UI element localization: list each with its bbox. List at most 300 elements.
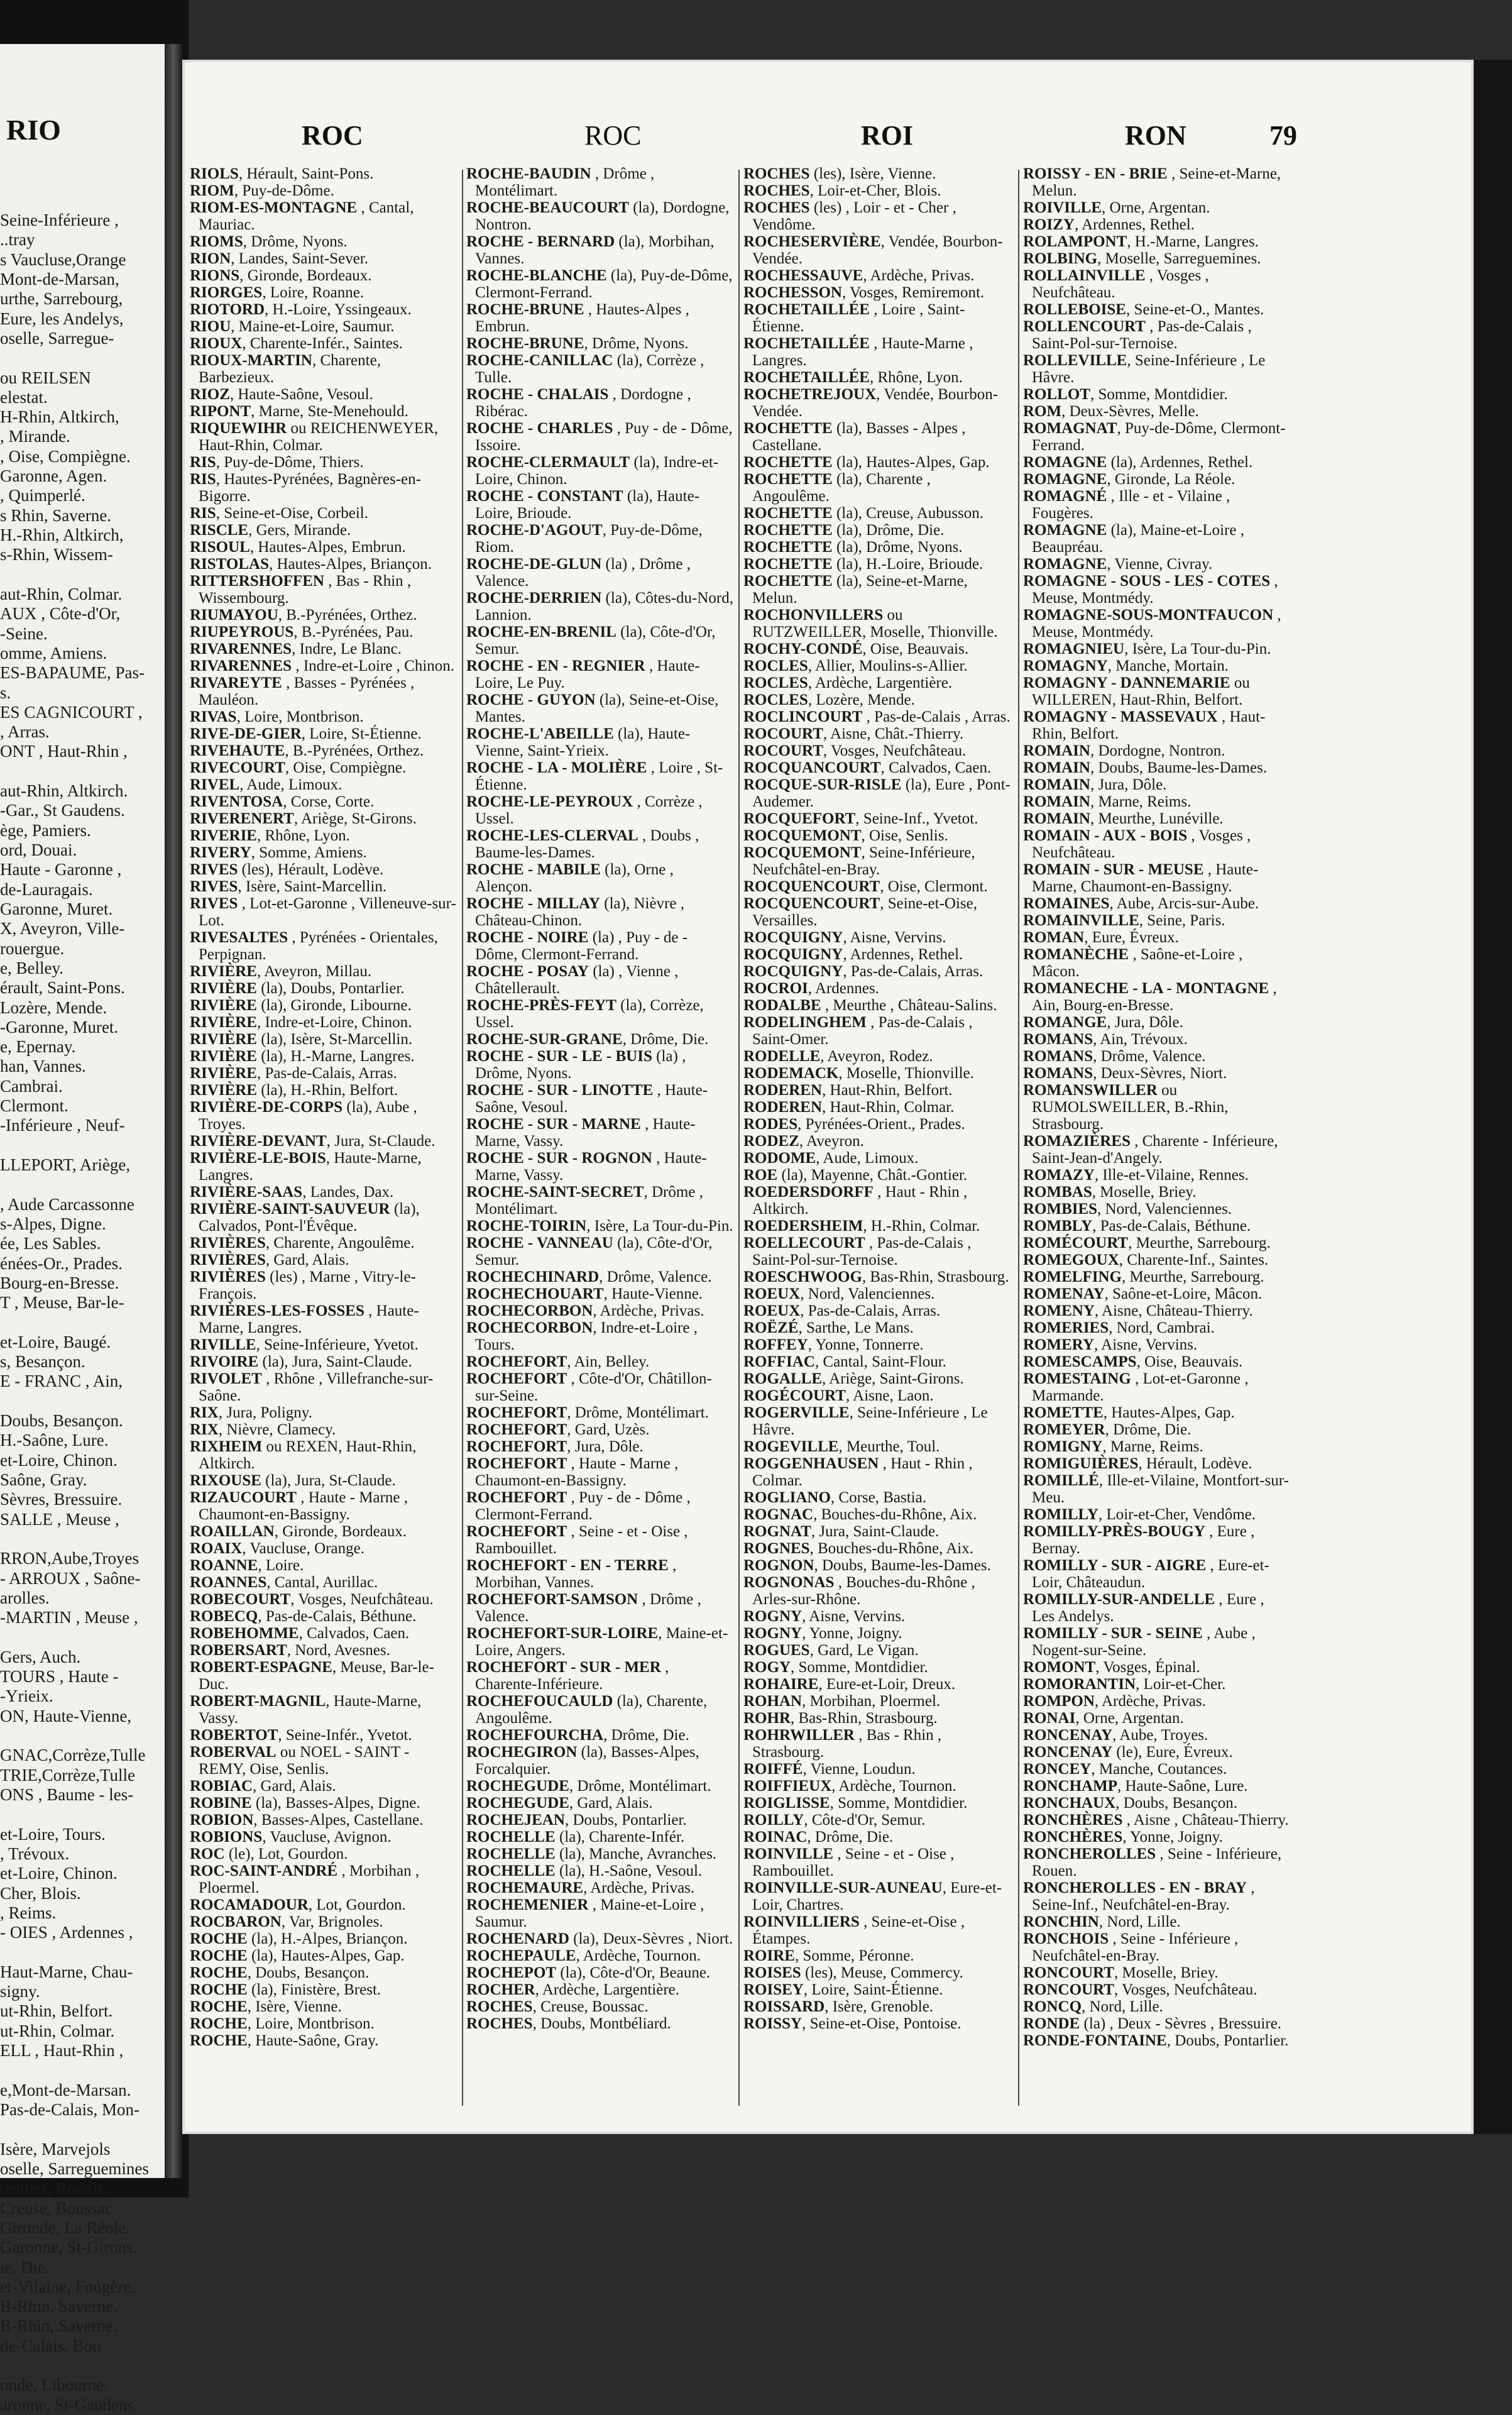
previous-page-line: ES CAGNICOURT , <box>0 702 143 722</box>
previous-page-line: Isère, Marvejols <box>0 2139 111 2159</box>
dictionary-entry: ROCQUANCOURT, Calvados, Caen. <box>743 759 992 776</box>
dictionary-entry: ROMAGNIEU, Isère, La Tour-du-Pin. <box>1023 641 1271 657</box>
dictionary-entry: ROMAIN, Meurthe, Lunéville. <box>1023 810 1224 827</box>
dictionary-entry: ROMAGNE - SOUS - LES - COTES , Meuse, Montmédy. <box>1023 573 1278 607</box>
previous-page-line: AUX , Côte-d'Or, <box>0 604 121 624</box>
previous-page-line: signy. <box>0 1982 40 2001</box>
previous-page-line: Bourg-en-Bresse. <box>0 1273 119 1292</box>
previous-page-line: elestat. <box>0 387 48 407</box>
dictionary-entry: ROMIGUIÈRES, Hérault, Lodève. <box>1023 1455 1252 1472</box>
dictionary-entry: ROCHE-D'AGOUT, Puy-de-Dôme, Riom. <box>466 522 703 556</box>
dictionary-entry: RIVIÈRE-DE-CORPS (la), Aube , Troyes. <box>190 1099 417 1133</box>
dictionary-entry: ROGY, Somme, Montdidier. <box>743 1659 928 1676</box>
previous-page-line: Garonne, St-Girons. <box>0 2238 138 2257</box>
dictionary-entry: ROCHETTE (la), Hautes-Alpes, Gap. <box>743 454 990 471</box>
previous-page-line: e, Belley. <box>0 958 63 977</box>
dictionary-entry: ROCHES, Creuse, Boussac. <box>466 1998 649 2015</box>
dictionary-entry: ROGNAC, Bouches-du-Rhône, Aix. <box>743 1506 977 1523</box>
dictionary-entry: RIVIÈRE (la), H.-Rhin, Belfort. <box>190 1082 398 1099</box>
dictionary-entry: ROLLOT, Somme, Montdidier. <box>1023 386 1228 403</box>
dictionary-entry: ROMORANTIN, Loir-et-Cher. <box>1023 1676 1226 1693</box>
dictionary-entry: ROAIX, Vaucluse, Orange. <box>190 1540 364 1557</box>
dictionary-entry: ROCHETTE (la), Charente , Angoulême. <box>743 471 931 505</box>
dictionary-entry: ROGUES, Gard, Le Vigan. <box>743 1642 919 1659</box>
dictionary-entry: RONDE-FONTAINE, Doubs, Pontarlier. <box>1023 2032 1289 2049</box>
previous-page-line: urthe, Sarrebourg, <box>0 289 123 309</box>
previous-page-line <box>0 1805 165 1824</box>
previous-page-line: Garonne, Muret. <box>0 899 113 918</box>
dictionary-entry: RIVE-DE-GIER, Loire, St-Étienne. <box>190 725 422 742</box>
previous-page-line: Pas-de-Calais, Mon- <box>0 2100 140 2119</box>
dictionary-entry: ROCHER, Ardèche, Largentière. <box>466 1981 680 1998</box>
dictionary-entry: ROMPON, Ardèche, Privas. <box>1023 1693 1206 1710</box>
previous-page-line <box>0 1392 165 1411</box>
dictionary-entry: ROEUX, Nord, Valenciennes. <box>743 1285 935 1302</box>
previous-page-line: , Reims. <box>0 1903 57 1922</box>
dictionary-entry: ROCHONVILLERS ou RUTZWEILLER, Moselle, Thionville. <box>743 607 998 641</box>
previous-page-line: s Rhin, Saverne. <box>0 505 111 525</box>
dictionary-entry: ROEDERSHEIM, H.-Rhin, Colmar. <box>743 1218 980 1235</box>
dictionary-entry: ROHRWILLER , Bas - Rhin , Strasbourg. <box>743 1727 942 1761</box>
dictionary-entry: RODALBE , Meurthe , Château-Salins. <box>743 997 997 1014</box>
previous-page-line: s-Alpes, Digne. <box>0 1214 106 1233</box>
dictionary-entry: RIORGES, Loire, Roanne. <box>190 284 364 301</box>
dictionary-entry: ROMESCAMPS, Oise, Beauvais. <box>1023 1353 1243 1370</box>
dictionary-entry: RIVAREYTE , Basses - Pyrénées , Mauléon. <box>190 674 415 708</box>
dictionary-entry: RIVIÈRE, Indre-et-Loire, Chinon. <box>190 1014 412 1031</box>
dictionary-entry: ROCHETTE (la), Seine-et-Marne, Melun. <box>743 573 968 607</box>
dictionary-entry: ROCHE-L'ABEILLE (la), Haute-Vienne, Saint-Yrieix. <box>466 725 691 759</box>
dictionary-entry: ROBERT-MAGNIL, Haute-Marne, Vassy. <box>190 1693 422 1727</box>
dictionary-entry: ROILLY, Côte-d'Or, Semur. <box>743 1812 926 1829</box>
dictionary-entry: RIVIÈRE (la), Doubs, Pontarlier. <box>190 980 405 997</box>
previous-page-lines <box>0 211 165 2415</box>
previous-page-line: ut-Rhin, Colmar. <box>0 2021 115 2040</box>
dictionary-entry: ROCHE-CLERMAULT (la), Indre-et-Loire, Chinon. <box>466 454 719 488</box>
dictionary-page <box>182 60 1474 2134</box>
dictionary-entry: ROMAIN, Dordogne, Nontron. <box>1023 742 1225 759</box>
dictionary-entry: ROCHEFORT , Puy - de - Dôme , Clermont-Ferrand. <box>466 1489 691 1523</box>
dictionary-entry: ROMANSWILLER ou RUMOLSWEILLER, B.-Rhin, Strasbourg. <box>1023 1082 1229 1133</box>
dictionary-entry: RIVERIE, Rhône, Lyon. <box>190 827 350 844</box>
dictionary-entry: RONDE (la) , Deux - Sèvres , Bressuire. <box>1023 2015 1282 2032</box>
dictionary-entry: ROMAINES, Aube, Arcis-sur-Aube. <box>1023 895 1259 912</box>
dictionary-entry: ROCHENARD (la), Deux-Sèvres , Niort. <box>466 1930 733 1947</box>
dictionary-entry: RIVIÈRE-SAINT-SAUVEUR (la), Calvados, Pont-l'Évêque. <box>190 1201 420 1235</box>
previous-page-line: Lozère, Mende. <box>0 998 107 1017</box>
dictionary-entry: ROMELFING, Meurthe, Sarrebourg. <box>1023 1268 1264 1285</box>
dictionary-entry: RIVARENNES, Indre, Le Blanc. <box>190 641 402 657</box>
dictionary-entry: RIVES, Isère, Saint-Marcellin. <box>190 878 387 895</box>
dictionary-entry: RODES, Pyrénées-Orient., Prades. <box>743 1116 965 1133</box>
dictionary-entry: ROMANS, Ain, Trévoux. <box>1023 1031 1188 1048</box>
dictionary-entry: ROIRE, Somme, Péronne. <box>743 1947 914 1964</box>
dictionary-entry: RIVIÈRE (la), H.-Marne, Langres. <box>190 1048 415 1065</box>
dictionary-entry: ROCHECORBON, Indre-et-Loire , Tours. <box>466 1319 698 1353</box>
dictionary-entry: ROMBLY, Pas-de-Calais, Béthune. <box>1023 1218 1251 1235</box>
dictionary-entry: ROLAMPONT, H.-Marne, Langres. <box>1023 233 1259 250</box>
dictionary-entry: RIVIÈRES, Charente, Angoulême. <box>190 1235 415 1252</box>
previous-page-line: X, Aveyron, Ville- <box>0 919 125 938</box>
entry-column-1 <box>190 165 457 2114</box>
previous-page-line: ut-Rhin, Belfort. <box>0 2001 113 2021</box>
dictionary-entry: ROLLENCOURT , Pas-de-Calais , Saint-Pol-sur-Ternoise. <box>1023 318 1252 352</box>
dictionary-entry: RIVILLE, Seine-Inférieure, Yvetot. <box>190 1336 419 1353</box>
dictionary-entry: ROCHE - POSAY (la) , Vienne , Châtellerault. <box>466 963 679 997</box>
dictionary-entry: RIX, Jura, Poligny. <box>190 1404 312 1421</box>
dictionary-entry: ROGEVILLE, Meurthe, Toul. <box>743 1438 940 1455</box>
dictionary-entry: ROFFIAC, Cantal, Saint-Flour. <box>743 1353 946 1370</box>
dictionary-entry: ROMANÈCHE , Saône-et-Loire , Mâcon. <box>1023 946 1243 980</box>
previous-page-line: Gironde, La Réole. <box>0 2218 130 2237</box>
dictionary-entry: ROIGLISSE, Somme, Montdidier. <box>743 1795 968 1812</box>
dictionary-entry: ROMILLY-SUR-ANDELLE , Eure , Les Andelys. <box>1023 1591 1264 1625</box>
previous-page-line: érault, Saint-Pons. <box>0 978 125 998</box>
previous-page-line: s Vaucluse,Orange <box>0 250 126 269</box>
previous-page-line: han, Vannes. <box>0 1057 86 1076</box>
dictionary-entry: ROC-SAINT-ANDRÉ , Morbihan , Ploermel. <box>190 1862 420 1896</box>
dictionary-entry: ROMAGNE (la), Maine-et-Loire , Beaupréau. <box>1023 522 1244 556</box>
dictionary-entry: ROMIGNY, Marne, Reims. <box>1023 1438 1203 1455</box>
previous-page-line: Eure, les Andelys, <box>0 309 124 328</box>
dictionary-entry: ROCHETAILLÉE, Rhône, Lyon. <box>743 369 963 386</box>
dictionary-entry: RIOM-ES-MONTAGNE , Cantal, Mauriac. <box>190 199 414 233</box>
dictionary-entry: ROCHEFORT, Ain, Belley. <box>466 1353 650 1370</box>
dictionary-entry: ROCHEGIRON (la), Basses-Alpes, Forcalquier. <box>466 1744 699 1778</box>
header-ron: RON <box>1125 120 1186 151</box>
dictionary-entry: ROCHE - VANNEAU (la), Côte-d'Or, Semur. <box>466 1235 713 1268</box>
dictionary-entry: ROBERSART, Nord, Avesnes. <box>190 1642 390 1659</box>
previous-page-line: -Inférieure , Neuf- <box>0 1116 125 1135</box>
dictionary-entry: ROGNES, Bouches-du-Rhône, Aix. <box>743 1540 973 1557</box>
dictionary-entry: RODELLE, Aveyron, Rodez. <box>743 1048 933 1065</box>
dictionary-entry: ROMERY, Aisne, Vervins. <box>1023 1336 1198 1353</box>
dictionary-entry: ROCHESSAUVE, Ardèche, Privas. <box>743 267 975 284</box>
previous-page-line: ON, Haute-Vienne, <box>0 1706 132 1725</box>
dictionary-entry: RIVECOURT, Oise, Compiègne. <box>190 759 407 776</box>
previous-page-line: E - FRANC , Ain, <box>0 1372 123 1391</box>
previous-page-line: GNAC,Corrèze,Tulle <box>0 1746 146 1765</box>
dictionary-entry: ROMAGNE (la), Ardennes, Rethel. <box>1023 454 1253 471</box>
dictionary-entry: ROINVILLE , Seine - et - Oise , Rambouillet. <box>743 1846 955 1879</box>
dictionary-entry: ROCHEFORT-SAMSON , Drôme , Valence. <box>466 1591 701 1625</box>
book-gutter <box>165 44 182 2178</box>
dictionary-entry: ROCHEGUDE, Gard, Alais. <box>466 1795 653 1812</box>
dictionary-entry: ROCHEJEAN, Doubs, Pontarlier. <box>466 1812 687 1829</box>
previous-page-line <box>0 2060 165 2080</box>
previous-page-line: Garonne, Agen. <box>0 466 107 486</box>
dictionary-entry: ROCHE - CHARLES , Puy - de - Dôme, Issoire. <box>466 420 733 454</box>
dictionary-entry: ROCHEMAURE, Ardèche, Privas. <box>466 1879 695 1896</box>
dictionary-entry: ROINVILLE-SUR-AUNEAU, Eure-et-Loir, Chartres. <box>743 1879 1002 1913</box>
previous-page-line: aut-Rhin, Colmar. <box>0 584 123 603</box>
dictionary-entry: ROCHY-CONDÉ, Oise, Beauvais. <box>743 641 969 657</box>
previous-page-line: Haut-Marne, Chau- <box>0 1962 133 1981</box>
dictionary-entry: ROCHEFORT - SUR - MER , Charente-Inférieure. <box>466 1659 669 1693</box>
previous-page-line: aut-Rhin, Altkirch. <box>0 781 128 801</box>
dictionary-entry: ROISSY, Seine-et-Oise, Pontoise. <box>743 2015 961 2032</box>
entry-column-2 <box>466 165 733 2114</box>
dictionary-entry: RITTERSHOFFEN , Bas - Rhin , Wissembourg. <box>190 573 412 607</box>
column-rule-1 <box>462 170 463 2106</box>
dictionary-entry: RIVIÈRES, Gard, Alais. <box>190 1252 349 1268</box>
previous-page-line: arolles. <box>0 1588 50 1607</box>
dictionary-entry: RIVESALTES , Pyrénées - Orientales, Perpignan. <box>190 929 438 963</box>
previous-page-line: ée, Les Sables. <box>0 1234 101 1253</box>
previous-page-line: oselle, Sarreguemines <box>0 2159 149 2178</box>
dictionary-entry: ROCLES, Lozère, Mende. <box>743 691 915 708</box>
dictionary-entry: RIXOUSE (la), Jura, St-Claude. <box>190 1472 396 1489</box>
dictionary-entry: ROCHE - CHALAIS , Dordogne , Ribérac. <box>466 386 691 420</box>
dictionary-entry: RIOMS, Drôme, Nyons. <box>190 233 348 250</box>
dictionary-entry: ROMAIN - AUX - BOIS , Vosges , Neufchâteau. <box>1023 827 1251 861</box>
dictionary-entry: ROGNAT, Jura, Saint-Claude. <box>743 1523 940 1540</box>
dictionary-entry: ROMAIN, Doubs, Baume-les-Dames. <box>1023 759 1268 776</box>
previous-page-line: Saône, Gray. <box>0 1470 87 1489</box>
dictionary-entry: ROCQUEFORT, Seine-Inf., Yvetot. <box>743 810 978 827</box>
previous-page-line: , Arras. <box>0 722 50 742</box>
dictionary-entry: ROMAGNÉ , Ille - et - Vilaine , Fougères. <box>1023 488 1230 522</box>
dictionary-entry: ROCHE - EN - REGNIER , Haute-Loire, Le Puy. <box>466 657 700 691</box>
dictionary-entry: RIPONT, Marne, Ste-Menehould. <box>190 403 408 420</box>
dictionary-entry: ROCHE-SAINT-SECRET, Drôme , Montélimart. <box>466 1184 703 1218</box>
previous-page-line: aronne, St-Gaudens. <box>0 2395 138 2414</box>
dictionary-entry: ROCHE-TOIRIN, Isère, La Tour-du-Pin. <box>466 1218 733 1235</box>
dictionary-entry: ROCHE, Loire, Montbrison. <box>190 2015 375 2032</box>
previous-page-line: et-Loire, Tours. <box>0 1824 106 1844</box>
entry-column-3 <box>743 165 1011 2114</box>
dictionary-entry: ROBECOURT, Vosges, Neufchâteau. <box>190 1591 434 1608</box>
dictionary-entry: ROCHEMENIER , Maine-et-Loire , Saumur. <box>466 1896 704 1930</box>
dictionary-entry: ROCHE-LES-CLERVAL , Doubs , Baume-les-Dames. <box>466 827 699 861</box>
dictionary-entry: ROCHEFOURCHA, Drôme, Die. <box>466 1727 689 1744</box>
previous-page-line: Cher, Blois. <box>0 1883 81 1903</box>
dictionary-entry: ROISEY, Loire, Saint-Étienne. <box>743 1981 943 1998</box>
dictionary-entry: RIVIÈRE, Aveyron, Millau. <box>190 963 372 980</box>
previous-page-line: Sèvres, Bressuire. <box>0 1490 123 1509</box>
dictionary-entry: ROCHELLE (la), Charente-Infér. <box>466 1829 685 1846</box>
dictionary-entry: ROAILLAN, Gironde, Bordeaux. <box>190 1523 407 1540</box>
dictionary-entry: ROCHEFORT , Côte-d'Or, Châtillon-sur-Seine. <box>466 1370 712 1404</box>
dictionary-entry: ROMAGNE, Gironde, La Réole. <box>1023 471 1235 488</box>
dictionary-entry: ROCHES, Loir-et-Cher, Blois. <box>743 182 941 199</box>
dictionary-entry: ROBION, Basses-Alpes, Castellane. <box>190 1812 424 1829</box>
dictionary-entry: ROCHE-BAUDIN , Drôme , Montélimart. <box>466 165 655 199</box>
previous-page-line: ..tray <box>0 230 35 250</box>
dictionary-entry: RIVENTOSA, Corse, Corte. <box>190 793 375 810</box>
dictionary-entry: ROMAGNY, Manche, Mortain. <box>1023 657 1229 674</box>
header-roc-2: ROC <box>584 120 642 151</box>
dictionary-entry: RONCENAY, Aube, Troyes. <box>1023 1727 1208 1744</box>
dictionary-entry: RISTOLAS, Hautes-Alpes, Briançon. <box>190 556 432 573</box>
dictionary-entry: ROIFFÉ, Vienne, Loudun. <box>743 1761 916 1778</box>
dictionary-entry: ROCHETREJOUX, Vendée, Bourbon-Vendée. <box>743 386 999 420</box>
dictionary-entry: RISCLE, Gers, Mirande. <box>190 522 351 539</box>
dictionary-entry: ROCHE (la), H.-Alpes, Briançon. <box>190 1930 408 1947</box>
dictionary-entry: RODEREN, Haut-Rhin, Belfort. <box>743 1082 953 1099</box>
dictionary-entry: ROMAIN, Jura, Dôle. <box>1023 776 1167 793</box>
dictionary-entry: RIVES , Lot-et-Garonne , Villeneuve-sur-Lot. <box>190 895 456 929</box>
previous-page-line: s, Besançon. <box>0 1352 85 1372</box>
dictionary-entry: ROCHE-BRUNE , Hautes-Alpes , Embrun. <box>466 301 689 335</box>
previous-page-line <box>0 1313 165 1333</box>
dictionary-entry: RIVIÈRE (la), Gironde, Libourne. <box>190 997 412 1014</box>
dictionary-entry: RIS, Hautes-Pyrénées, Bagnères-en-Bigorre. <box>190 471 421 505</box>
scan-background-right <box>1474 60 1512 2134</box>
previous-page-line: omme, Amiens. <box>0 643 107 663</box>
dictionary-entry: RIVAS, Loire, Montbrison. <box>190 708 364 725</box>
dictionary-entry: ROCQUIGNY, Pas-de-Calais, Arras. <box>743 963 983 980</box>
dictionary-entry: ROCHE - SUR - LINOTTE , Haute-Saône, Vesoul. <box>466 1082 708 1116</box>
dictionary-entry: ROCHE - CONSTANT (la), Haute-Loire, Brioude. <box>466 488 700 522</box>
previous-page-line: -MARTIN , Meuse , <box>0 1608 138 1627</box>
dictionary-entry: ROIFFIEUX, Ardèche, Tournon. <box>743 1778 956 1795</box>
dictionary-entry: RONCHÈRES , Aisne , Château-Thierry. <box>1023 1812 1289 1829</box>
previous-page-line: -Yrieix. <box>0 1686 53 1706</box>
dictionary-entry: ROGGENHAUSEN , Haut - Rhin , Colmar. <box>743 1455 973 1489</box>
previous-page-line: -Garonne, Muret. <box>0 1017 119 1037</box>
column-rule-3 <box>1018 170 1019 2106</box>
previous-page-line: Haute - Garonne , <box>0 860 122 879</box>
dictionary-entry: ROBEHOMME, Calvados, Caen. <box>190 1625 410 1642</box>
dictionary-entry: ROGÉCOURT, Aisne, Laon. <box>743 1387 934 1404</box>
dictionary-entry: ROISSY - EN - BRIE , Seine-et-Marne, Melun. <box>1023 165 1281 199</box>
dictionary-entry: ROFFEY, Yonne, Tonnerre. <box>743 1336 924 1353</box>
dictionary-entry: ROCHETTE (la), Creuse, Aubusson. <box>743 505 983 522</box>
dictionary-entry: RIVOIRE (la), Jura, Saint-Claude. <box>190 1353 412 1370</box>
dictionary-entry: RIOTORD, H.-Loire, Yssingeaux. <box>190 301 412 318</box>
dictionary-entry: ROCHE-DERRIEN (la), Côtes-du-Nord, Lannion. <box>466 590 733 624</box>
dictionary-entry: ROCLES, Allier, Moulins-s-Allier. <box>743 657 968 674</box>
dictionary-entry: ROCHEPAULE, Ardèche, Tournon. <box>466 1947 701 1964</box>
previous-page-line: oselle, Sarregue- <box>0 328 114 348</box>
previous-page-line: TOURS , Haute - <box>0 1667 119 1686</box>
dictionary-entry: ROCHESERVIÈRE, Vendée, Bourbon-Vendée. <box>743 233 1003 267</box>
previous-page-line: SALLE , Meuse , <box>0 1509 119 1529</box>
dictionary-entry: RONCEY, Manche, Coutances. <box>1023 1761 1227 1778</box>
dictionary-entry: ROMBAS, Moselle, Briey. <box>1023 1184 1197 1201</box>
dictionary-entry: RIVEHAUTE, B.-Pyrénées, Orthez. <box>190 742 424 759</box>
previous-page-line: , Mirande. <box>0 427 70 446</box>
dictionary-entry: ROCHE - MILLAY (la), Nièvre , Château-Chinon. <box>466 895 684 929</box>
dictionary-entry: ROMANS, Drôme, Valence. <box>1023 1048 1206 1065</box>
previous-page-line: - ARROUX , Saône- <box>0 1568 141 1588</box>
dictionary-entry: ROMILLY - SUR - SEINE , Aube , Nogent-sur-Seine. <box>1023 1625 1256 1659</box>
dictionary-entry: ROGERVILLE, Seine-Inférieure , Le Hâvre. <box>743 1404 988 1438</box>
previous-page-line: ONT , Haut-Rhin , <box>0 742 128 761</box>
dictionary-entry: ROMENAY, Saône-et-Loire, Mâcon. <box>1023 1285 1263 1302</box>
dictionary-entry: ROCAMADOUR, Lot, Gourdon. <box>190 1896 406 1913</box>
dictionary-entry: ROCHECHOUART, Haute-Vienne. <box>466 1285 703 1302</box>
dictionary-entry: ROCQUE-SUR-RISLE (la), Eure , Pont-Audemer. <box>743 776 1011 810</box>
dictionary-entry: ROBERT-ESPAGNE, Meuse, Bar-le-Duc. <box>190 1659 434 1693</box>
dictionary-entry: RONCQ, Nord, Lille. <box>1023 1998 1163 2015</box>
dictionary-entry: ROCHE (la), Finistère, Brest. <box>190 1981 381 1998</box>
dictionary-entry: RIOUX-MARTIN, Charente, Barbezieux. <box>190 352 381 386</box>
previous-page-line: Gers, Auch. <box>0 1647 81 1666</box>
dictionary-entry: RIS, Puy-de-Dôme, Thiers. <box>190 454 364 471</box>
dictionary-entry: RION, Landes, Saint-Sever. <box>190 250 368 267</box>
dictionary-entry: ROBECQ, Pas-de-Calais, Béthune. <box>190 1608 417 1625</box>
dictionary-entry: ROMAN, Eure, Évreux. <box>1023 929 1179 946</box>
dictionary-entry: ROMAIN - SUR - MEUSE , Haute-Marne, Chaumont-en-Bassigny. <box>1023 861 1259 895</box>
dictionary-entry: RONCHÈRES, Yonne, Joigny. <box>1023 1829 1223 1846</box>
previous-page-line <box>0 1943 165 1962</box>
dictionary-entry: RIVIÈRE-SAAS, Landes, Dax. <box>190 1184 394 1201</box>
dictionary-entry: ROANNES, Cantal, Aurillac. <box>190 1574 378 1591</box>
previous-page-line: H.-Rhin, Altkirch, <box>0 525 124 544</box>
previous-page-line: e,Mont-de-Marsan. <box>0 2080 131 2099</box>
dictionary-entry: ROE (la), Mayenne, Chât.-Gontier. <box>743 1167 968 1184</box>
dictionary-entry: ROCHEFORT-SUR-LOIRE, Maine-et-Loire, Angers. <box>466 1625 728 1659</box>
dictionary-entry: ROESCHWOOG, Bas-Rhin, Strasbourg. <box>743 1268 1009 1285</box>
dictionary-entry: ROHR, Bas-Rhin, Strasbourg. <box>743 1710 938 1727</box>
dictionary-entry: ROMILLY, Loir-et-Cher, Vendôme. <box>1023 1506 1256 1523</box>
dictionary-entry: ROLBING, Moselle, Sarreguemines. <box>1023 250 1261 267</box>
dictionary-entry: ROCQUIGNY, Aisne, Vervins. <box>743 929 946 946</box>
dictionary-entry: ROMONT, Vosges, Épinal. <box>1023 1659 1200 1676</box>
previous-page-line: ELL , Haut-Rhin , <box>0 2041 124 2060</box>
dictionary-entry: ROCHE - MABILE (la), Orne , Alençon. <box>466 861 674 895</box>
dictionary-entry: ROISES (les), Meuse, Commercy. <box>743 1964 963 1981</box>
dictionary-entry: ROCQUENCOURT, Oise, Clermont. <box>743 878 988 895</box>
previous-page-line <box>0 2356 165 2375</box>
dictionary-entry: ROMAGNY - DANNEMARIE ou WILLEREN, Haut-Rhin, Belfort. <box>1023 674 1250 708</box>
dictionary-entry: ROCHEFORT , Haute - Marne , Chaumont-en-Bassigny. <box>466 1455 679 1489</box>
dictionary-entry: ROCHETTE (la), Drôme, Nyons. <box>743 539 963 556</box>
dictionary-entry: RONCOURT, Vosges, Neufchâteau. <box>1023 1981 1257 1998</box>
dictionary-entry: ROIZY, Ardennes, Rethel. <box>1023 216 1195 233</box>
previous-page-line: , Trévoux. <box>0 1844 70 1863</box>
dictionary-entry: ROCLINCOURT , Pas-de-Calais , Arras. <box>743 708 1011 725</box>
dictionary-entry: ROBIONS, Vaucluse, Avignon. <box>190 1829 392 1846</box>
dictionary-entry: ROMANS, Deux-Sèvres, Niort. <box>1023 1065 1227 1082</box>
previous-page-line: - OIES , Ardennes , <box>0 1923 133 1942</box>
dictionary-entry: ROCHEFORT, Drôme, Montélimart. <box>466 1404 709 1421</box>
dictionary-entry: ROCHECORBON, Ardèche, Privas. <box>466 1302 704 1319</box>
dictionary-entry: RONCHEROLLES , Seine - Inférieure, Rouen. <box>1023 1846 1282 1879</box>
dictionary-entry: ROLLEVILLE, Seine-Inférieure , Le Hâvre. <box>1023 352 1266 386</box>
dictionary-entry: ROC (le), Lot, Gourdon. <box>190 1846 348 1862</box>
dictionary-entry: ROCHE - SUR - ROGNON , Haute-Marne, Vassy. <box>466 1150 707 1184</box>
dictionary-entry: RIVIÈRES (les) , Marne , Vitry-le-François. <box>190 1268 416 1302</box>
dictionary-entry: ROCHEFORT - EN - TERRE , Morbihan, Vannes. <box>466 1557 677 1591</box>
dictionary-entry: RODOME, Aude, Limoux. <box>743 1150 919 1167</box>
dictionary-entry: ROBIAC, Gard, Alais. <box>190 1778 336 1795</box>
previous-page-line: onde, Libourne. <box>0 2375 108 2395</box>
dictionary-entry: ROMAINVILLE, Seine, Paris. <box>1023 912 1225 929</box>
dictionary-entry: ROCHE-BRUNE, Drôme, Nyons. <box>466 335 689 352</box>
dictionary-entry: ROMERIES, Nord, Cambrai. <box>1023 1319 1215 1336</box>
dictionary-entry: ROBERTOT, Seine-Infér., Yvetot. <box>190 1727 412 1744</box>
dictionary-entry: RODEREN, Haut-Rhin, Colmar. <box>743 1099 955 1116</box>
dictionary-entry: ROCHES (les), Isère, Vienne. <box>743 165 936 182</box>
previous-page-line: ES-BAPAUME, Pas- <box>0 663 145 683</box>
previous-page-line: ord, Douai. <box>0 840 77 859</box>
dictionary-entry: RIQUEWIHR ou REICHENWEYER, Haut-Rhin, Colmar. <box>190 420 439 454</box>
dictionary-entry: ROCHE-SUR-GRANE, Drôme, Die. <box>466 1031 709 1048</box>
dictionary-entry: ROCHESSON, Vosges, Remiremont. <box>743 284 985 301</box>
dictionary-entry: ROCHETTE (la), Basses - Alpes , Castellane. <box>743 420 966 454</box>
dictionary-entry: ROANNE, Loire. <box>190 1557 304 1574</box>
previous-page-line <box>0 1726 165 1746</box>
dictionary-entry: ROCHECHINARD, Drôme, Valence. <box>466 1268 712 1285</box>
dictionary-entry: RIX, Nièvre, Clamecy. <box>190 1421 336 1438</box>
dictionary-entry: RIVOLET , Rhône , Villefranche-sur-Saône. <box>190 1370 434 1404</box>
column-rule-2 <box>738 170 740 2106</box>
dictionary-entry: ROCOURT, Aisne, Chât.-Thierry. <box>743 725 964 742</box>
dictionary-entry: ROCHE, Isère, Vienne. <box>190 1998 342 2015</box>
